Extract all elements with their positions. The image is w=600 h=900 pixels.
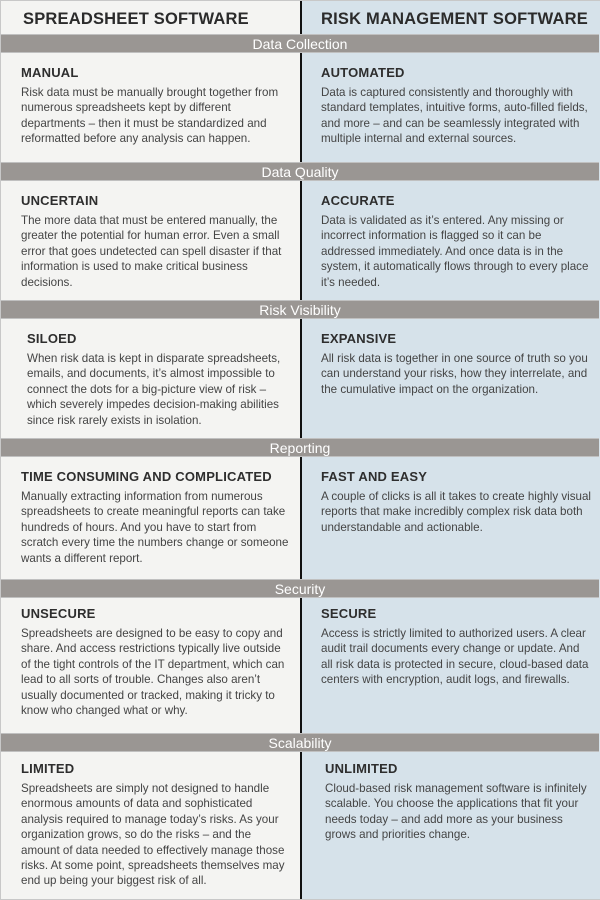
cell-text: Spreadsheets are simply not designed to handle enormous amounts of data and sophisticated analysis required to manage today’s risks. As your organization grows, so do the risks – and the amount of data needed to effectively manage those risks. At some point, spreadsheets themselves may end up being your biggest risk of all.	[21, 782, 285, 888]
section-band-data-quality: Data Quality	[1, 162, 599, 181]
cell-heading: SECURE	[321, 606, 377, 621]
cell-heading: MANUAL	[21, 65, 79, 80]
cell-text: A couple of clicks is all it takes to create highly visual reports that make incredibly complex risk data both understandable and actionable.	[321, 490, 592, 534]
cell-text: Manually extracting information from numerous spreadsheets to create meaningful reports can take hundreds of hours. And you have to start from scratch every time the numbers change or someone wants a different report.	[21, 490, 289, 565]
cell-unlimited	[325, 761, 595, 843]
cell-heading: TIME CONSUMING AND COMPLICATED	[21, 469, 272, 484]
cell-heading: EXPANSIVE	[321, 331, 397, 346]
header-risk-management-software: RISK MANAGEMENT SOFTWARE	[321, 10, 588, 28]
cell-text: When risk data is kept in disparate spreadsheets, emails, and documents, it’s almost impossible to connect the dots for a big-picture view of risk – which severely impedes decision-making abilities since risk rarely exists in isolation.	[27, 352, 281, 427]
cell-heading: UNSECURE	[21, 606, 96, 621]
cell-limited	[21, 761, 291, 889]
section-band-security: Security	[1, 579, 599, 598]
header-spreadsheet-software: SPREADSHEET SOFTWARE	[23, 10, 249, 28]
cell-heading: ACCURATE	[321, 193, 395, 208]
cell-uncertain	[21, 193, 291, 290]
cell-heading: AUTOMATED	[321, 65, 405, 80]
cell-heading: UNCERTAIN	[21, 193, 99, 208]
cell-manual	[21, 65, 291, 147]
section-band-risk-visibility: Risk Visibility	[1, 300, 599, 319]
cell-text: Cloud-based risk management software is infinitely scalable. You choose the applications that fit your needs today – and add more as your business grows and priorities change.	[325, 782, 587, 842]
cell-heading: SILOED	[27, 331, 77, 346]
cell-unsecure	[21, 606, 291, 718]
section-band-scalability: Scalability	[1, 733, 599, 752]
cell-siloed	[27, 331, 297, 428]
cell-text: The more data that must be entered manually, the greater the potential for human error. Even a small error that goes undetected can spell disaster if that information is used to make critical business decisions.	[21, 214, 282, 289]
cell-text: Spreadsheets are designed to be easy to copy and share. And access restrictions typically live outside of the tight controls of the IT department, which can lead to all sorts of trouble. Changes also aren’t usually documented or tracked, making it tricky to know who changed what or why.	[21, 627, 285, 718]
cell-time-consuming	[21, 469, 291, 566]
cell-fast-and-easy	[321, 469, 591, 535]
cell-secure	[321, 606, 591, 688]
cell-heading: LIMITED	[21, 761, 75, 776]
section-band-data-collection: Data Collection	[1, 34, 599, 53]
section-band-reporting: Reporting	[1, 438, 599, 457]
cell-heading: FAST AND EASY	[321, 469, 428, 484]
cell-expansive	[321, 331, 591, 397]
cell-text: Access is strictly limited to authorized users. A clear audit trail documents every change or update. And all risk data is protected in secure, cloud-based data centers with encryption, audit logs, and firewalls.	[321, 627, 589, 687]
cell-text: Data is captured consistently and thoroughly with standard templates, intuitive forms, auto-filled fields, and more – and can be seamlessly integrated with multiple internal and external sources.	[321, 86, 588, 146]
cell-automated	[321, 65, 591, 147]
cell-heading: UNLIMITED	[325, 761, 398, 776]
cell-accurate	[321, 193, 591, 290]
cell-text: Risk data must be manually brought together from numerous spreadsheets kept by different departments – then it must be standardized and reformatted before any analysis can happen.	[21, 86, 279, 146]
cell-text: All risk data is together in one source of truth so you can understand your risks, how they interrelate, and the cumulative impact on the organization.	[321, 352, 588, 396]
cell-text: Data is validated as it’s entered. Any missing or incorrect information is flagged so it can be addressed immediately. And once data is in the system, it automatically flows through to every place it’s needed.	[321, 214, 589, 289]
